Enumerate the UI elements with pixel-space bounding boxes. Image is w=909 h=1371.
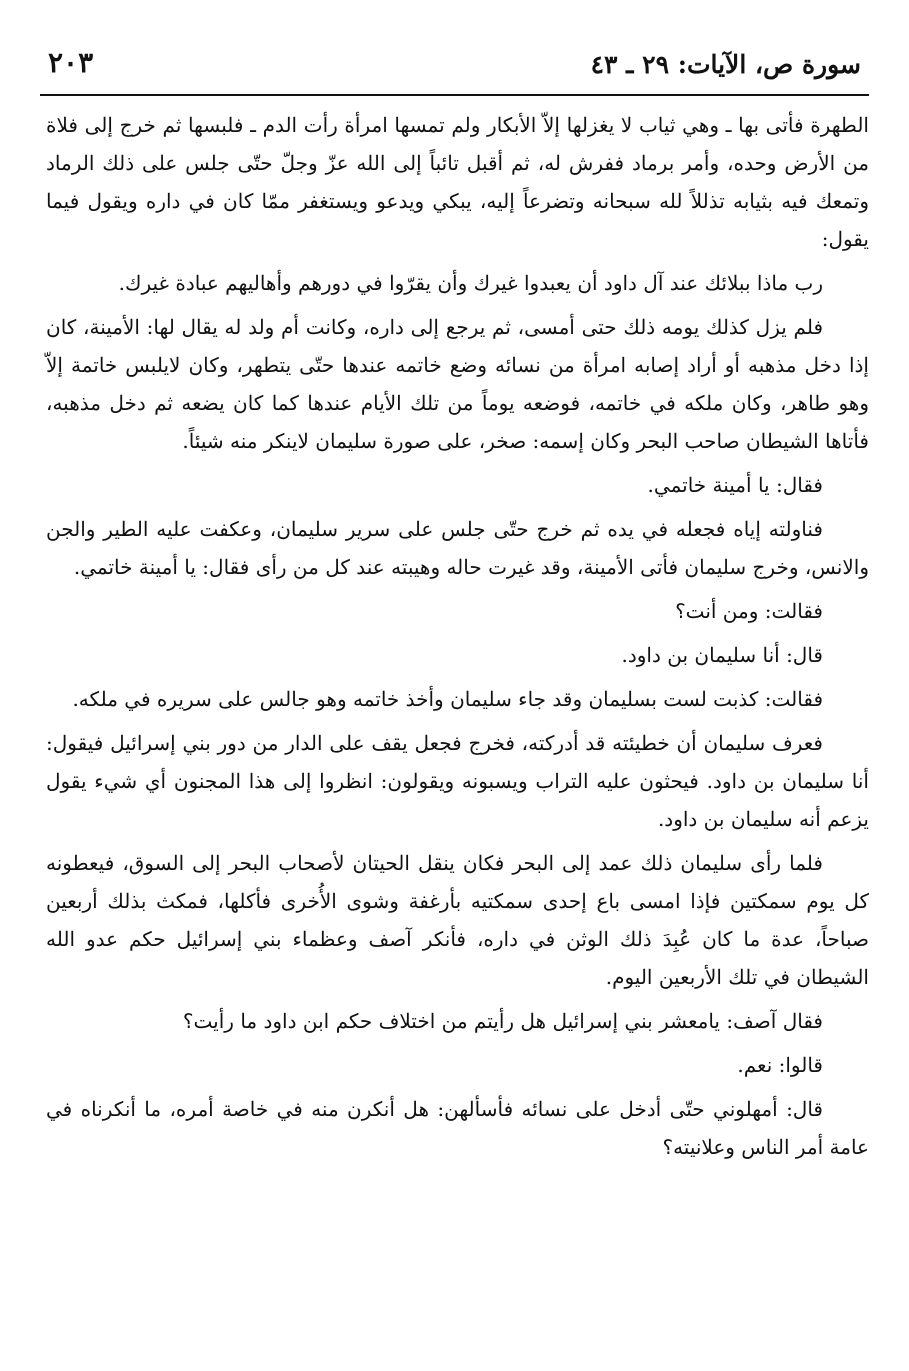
- paragraph: قال: أمهلوني حتّى أدخل على نسائه فأسألهن: هل أنكرن منه في خاصة أمره، ما أنكرناه في عامة أمر الناس وعلانيته؟: [46, 1097, 869, 1159]
- paragraph: فلم يزل كذلك يومه ذلك حتى أمسى، ثم يرجع إلى داره، وكانت أم ولد له يقال لها: الأمينة، كان إذا دخل مذهبه أو أراد إصابه امرأة من نسائه وضع خاتمه عندها حتّى يتطهر، وكان لايلبس خاتمة إلاّ وهو طاهر، وكان ملكه في خاتمه، فوضعه يوماً من تلك الأيام عندها كما كان يضعه ثم دخل مذهبه، فأتاها الشيطان صاحب البحر وكان إسمه: صخر، على صورة سليمان لاينكر منه شيئاً.: [46, 315, 869, 453]
- paragraph: قالوا: نعم.: [737, 1053, 823, 1077]
- header-rule: [40, 94, 869, 96]
- paragraph: فقال: يا أمينة خاتمي.: [647, 473, 823, 497]
- paragraph: فقالت: ومن أنت؟: [675, 599, 823, 623]
- running-title: سورة ص، الآيات: ٢٩ ـ ٤٣: [590, 50, 861, 79]
- paragraph: قال: أنا سليمان بن داود.: [621, 643, 823, 667]
- paragraph: فقال آصف: يامعشر بني إسرائيل هل رأيتم من اختلاف حكم ابن داود ما رأيت؟: [182, 1009, 823, 1033]
- body-text: [46, 106, 869, 1172]
- paragraph: فلما رأى سليمان ذلك عمد إلى البحر فكان ينقل الحيتان لأصحاب البحر إلى السوق، فيعطونه كل يوم سمكتين فإذا امسى باع إحدى سمكتيه بأرغفة وشوى الأُخرى فأكلها، فمكث بذلك أربعين صباحاً، عدة ما كان عُبِدَ ذلك الوثن في داره، فأنكر آصف وعظماء بني إسرائيل حكم عدو الله الشيطان في تلك الأربعين اليوم.: [46, 851, 869, 989]
- page-header: [40, 44, 869, 94]
- page-number: ٢٠٣: [48, 46, 94, 79]
- paragraph: رب ماذا ببلائك عند آل داود أن يعبدوا غيرك وأن يقرّوا في دورهم وأهاليهم عبادة غيرك.: [118, 271, 823, 295]
- paragraph: الطهرة فأتى بها ـ وهي ثياب لا يغزلها إلاّ الأبكار ولم تمسها امرأة رأت الدم ـ فلبسها ثم خرج إلى فلاة من الأرض وحده، وأمر برماد ففرش له، ثم أقبل تائباً إلى الله عزّ وجلّ حتّى جلس على ذلك الرماد وتمعك فيه بثيابه تذللاً لله سبحانه وتضرعاً إليه، يبكي ويدعو ويستغفر ممّا كان في داره ويقول فيما يقول:: [46, 113, 870, 251]
- paragraph: فناولته إياه فجعله في يده ثم خرج حتّى جلس على سرير سليمان، وعكفت عليه الطير والجن والانس، وخرج سليمان فأتى الأمينة، وقد غيرت حاله وهيبته عند كل من رأى فقال: يا أمينة خاتمي.: [46, 517, 869, 579]
- paragraph: فعرف سليمان أن خطيئته قد أدركته، فخرج فجعل يقف على الدار من دور بني إسرائيل فيقول: أنا سليمان بن داود. فيحثون عليه التراب ويسبونه ويقولون: انظروا إلى هذا المجنون أي شيء يقول يزعم أنه سليمان بن داود.: [46, 731, 869, 831]
- paragraph: فقالت: كذبت لست بسليمان وقد جاء سليمان وأخذ خاتمه وهو جالس على سريره في ملكه.: [72, 687, 823, 711]
